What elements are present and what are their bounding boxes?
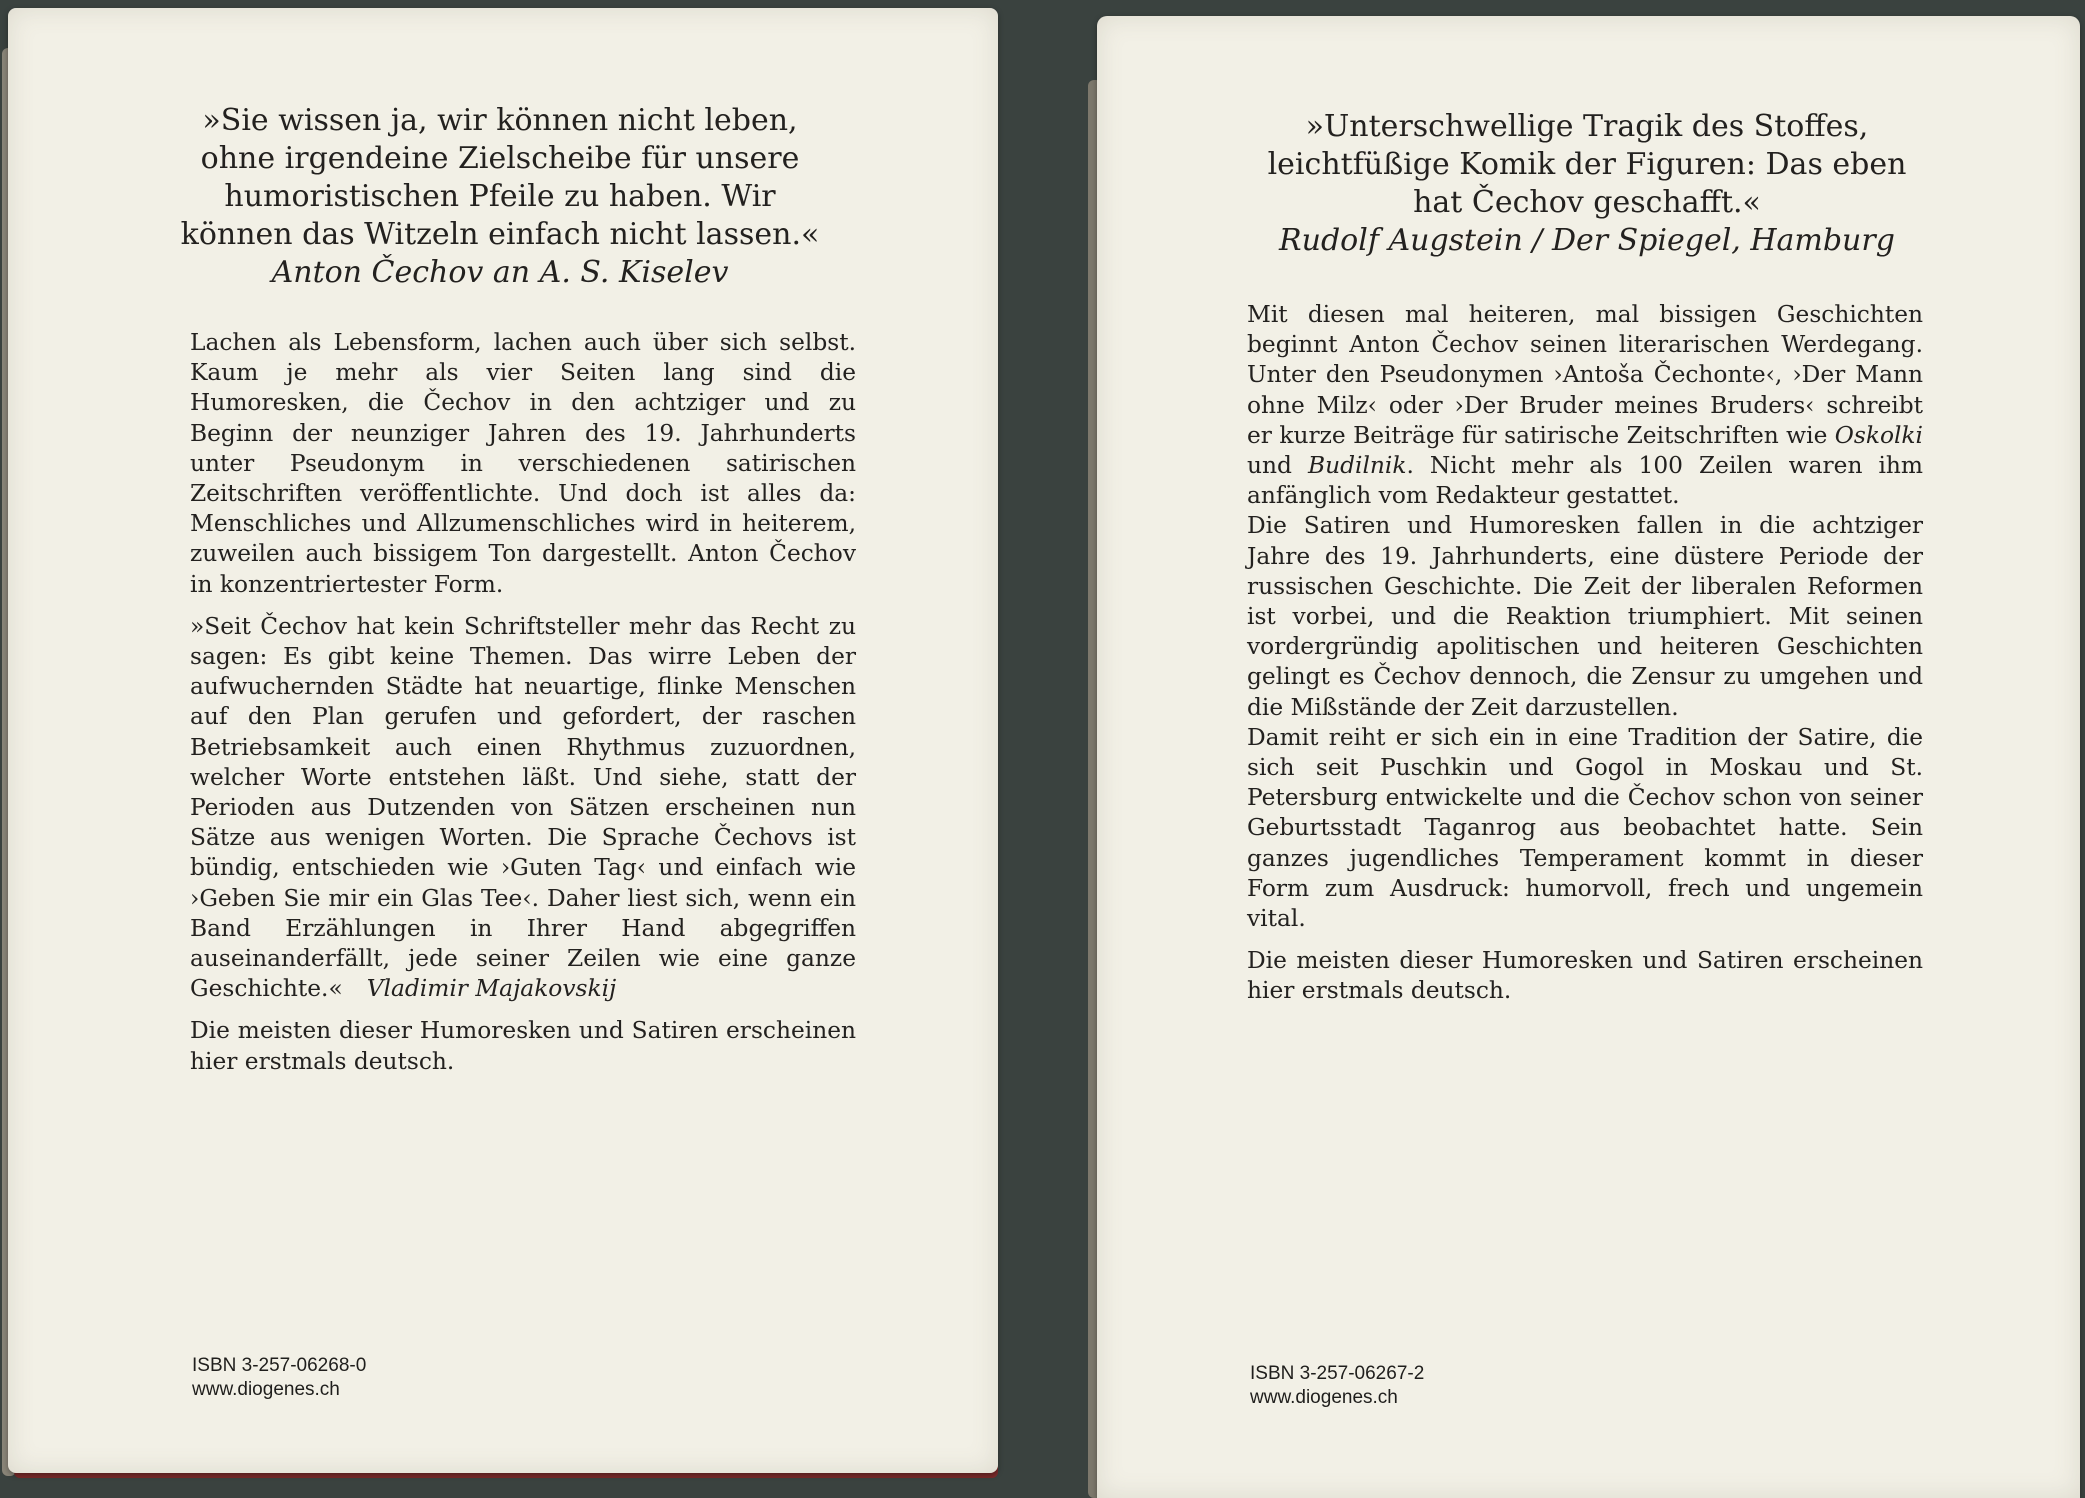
left-book-back-cover — [8, 8, 998, 1473]
right-paragraph-1 — [1247, 300, 1923, 511]
right-book-back-cover — [1097, 16, 2080, 1498]
left-website: www.diogenes.ch — [192, 1379, 340, 1400]
left-imprint — [192, 1354, 366, 1402]
right-motto — [1257, 108, 1917, 260]
magazine-budilnik: Budilnik — [1307, 452, 1407, 480]
left-motto-source: Anton Čechov an A. S. Kiselev — [271, 255, 729, 290]
left-blurb — [190, 328, 856, 1077]
magazine-oskolki: Oskolki — [1834, 421, 1923, 449]
right-and-word: und — [1247, 452, 1292, 480]
right-paragraph-3: Damit reiht er sich ein in eine Tradition der Satire, die sich seit Puschkin und Gogol in Moskau und St. Petersburg entwickelte und die Čechov schon von seiner Geburtsstadt Taganrog aus beobachtet hatte. Sein ganzes jugendliches Temperament kommt in dieser Form zum Ausdruck: humorvoll, frech und ungemein vital. — [1247, 723, 1923, 933]
right-imprint — [1250, 1362, 1424, 1410]
right-motto-quote: »Unterschwellige Tragik des Stoffes, leichtfüßige Komik der Figuren: Das eben hat Čechov geschafft.« — [1267, 109, 1907, 220]
right-paragraph-1-end: . Nicht mehr als 100 Zeilen waren ihm anfänglich vom Redakteur gestattet. — [1247, 452, 1924, 510]
left-paragraph-3: Die meisten dieser Humoresken und Satiren erscheinen hier erstmals deutsch. — [190, 1017, 856, 1075]
left-majakovskij-quote: »Seit Čechov hat kein Schriftsteller mehr das Recht zu sagen: Es gibt keine Themen. Das wirre Leben der aufwuchernden Städte hat neuartige, flinke Menschen auf den Plan gerufen und gefordert, der raschen Betriebsamkeit auch einen Rhythmus zuzuordnen, welcher Worte entstehen läßt. Und siehe, statt der Perioden aus Dutzenden von Sätzen erscheinen nun Sätze aus wenigen Worten. Die Sprache Čechovs ist bündig, entschieden wie ›Guten Tag‹ und einfach wie ›Geben Sie mir ein Glas Tee‹. Daher liest sich, wenn ein Band Erzählungen in Ihrer Hand abgegriffen auseinanderfällt, jede seiner Zeilen wie eine ganze Geschichte.« — [190, 612, 856, 1003]
right-website: www.diogenes.ch — [1250, 1387, 1398, 1408]
right-paragraph-4: Die meisten dieser Humoresken und Satiren erscheinen hier erstmals deutsch. — [1247, 947, 1923, 1005]
right-motto-source: Rudolf Augstein / Der Spiegel, Hamburg — [1279, 223, 1895, 258]
left-paragraph-2 — [190, 612, 856, 1005]
right-blurb — [1247, 300, 1923, 1007]
left-quote-author: Vladimir Majakovskij — [366, 975, 617, 1003]
left-motto — [180, 102, 820, 292]
right-paragraph-2: Die Satiren und Humoresken fallen in die achtziger Jahre des 19. Jahrhunderts, eine düstere Periode der russischen Geschichte. Die Zeit der liberalen Reformen ist vorbei, und die Reaktion triumphiert. Mit seinen vordergründig apolitischen und heiteren Geschichten gelingt es Čechov dennoch, die Zensur zu umgehen und die Mißstände der Zeit darzustellen. — [1247, 512, 1923, 721]
left-motto-quote: »Sie wissen ja, wir können nicht leben, ohne irgendeine Zielscheibe für unsere humoristischen Pfeile zu haben. Wir können das Witzeln einfach nicht lassen.« — [180, 103, 820, 252]
left-paragraph-1: Lachen als Lebensform, lachen auch über sich selbst. Kaum je mehr als vier Seiten lang sind die Humoresken, die Čechov in den achtziger und zu Beginn der neunziger Jahren des 19. Jahrhunderts unter Pseudonym in verschiedenen satirischen Zeitschriften veröffentlichte. Und doch ist alles da: Menschliches und Allzumenschliches wird in heiterem, zuweilen auch bissigem Ton dargestellt. Anton Čechov in konzentriertester Form. — [190, 329, 856, 598]
left-isbn: ISBN 3-257-06268-0 — [192, 1355, 367, 1376]
right-isbn: ISBN 3-257-06267-2 — [1250, 1363, 1425, 1384]
right-paragraph-1-start: Mit diesen mal heiteren, mal bissigen Geschichten beginnt Anton Čechov seinen literarischen Werdegang. Unter den Pseudonymen ›Antoša Čechonte‹, ›Der Mann ohne Milz‹ oder ›Der Bruder meines Bruders‹ schreibt er kurze Beiträge für satirische Zeitschriften wie — [1247, 301, 1923, 449]
